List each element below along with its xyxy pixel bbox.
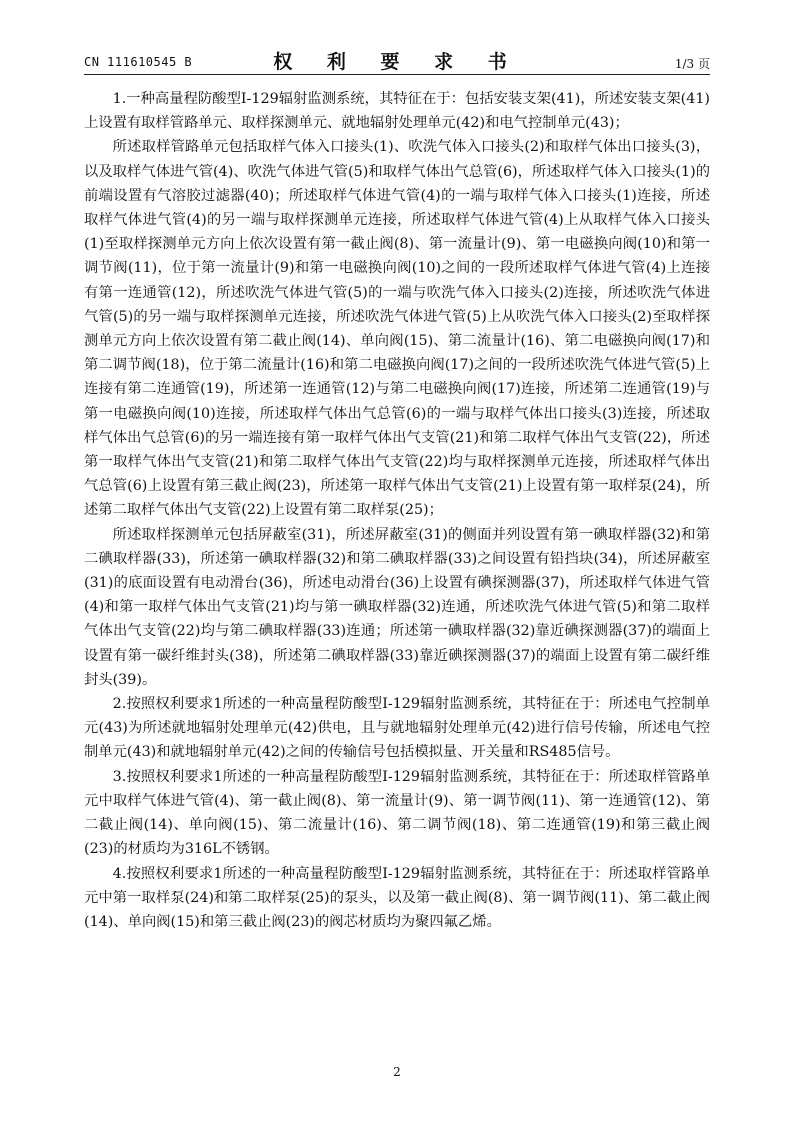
page-count: 1/3 页 (674, 57, 710, 71)
claim-1-sampling-detection-paragraph: 所述取样探测单元包括屏蔽室(31)，所述屏蔽室(31)的侧面并列设置有第一碘取样器(32)和第二碘取样器(33)，所述第一碘取样器(32)和第二碘取样器(33)之间设置有铅挡块(34)，所述屏蔽室(31)的底面设置有电动滑台(36)，所述电动滑台(36)上设置有碘探测器(37)，所述取样气体进气管(4)和第一取样气体出气支管(21)均与第一碘取样器(32)连通，所述吹洗气体进气管(5)和第二取样气体出气支管(22)均与第二碘取样器(33)连通；所述第一碘取样器(32)靠近碘探测器(37)的端面上设置有第一碳纤维封头(38)，所述第二碘取样器(33)靠近碘探测器(37)的端面上设置有第二碳纤维封头(39)。 (84, 526, 710, 688)
claim-3-paragraph: 3.按照权利要求1所述的一种高量程防酸型I-129辐射监测系统，其特征在于：所述取样管路单元中取样气体进气管(4)、第一截止阀(8)、第一流量计(9)、第一调节阀(11)、第一连通管(12)、第二截止阀(14)、单向阀(15)、第二流量计(16)、第二调节阀(18)、第二连通管(19)和第三截止阀(23)的材质均为316L不锈钢。 (84, 768, 710, 858)
document-title: 权 利 要 求 书 (273, 51, 521, 73)
claim-1-sampling-pipeline-paragraph: 所述取样管路单元包括取样气体入口接头(1)、吹洗气体入口接头(2)和取样气体出口接头(3)，以及取样气体进气管(4)、吹洗气体进气管(5)和取样气体出气总管(6)，所述取样气体入口接头(1)的前端设置有气溶胶过滤器(40)；所述取样气体进气管(4)的一端与取样气体入口接头(1)连接，所述取样气体进气管(4)的另一端与取样探测单元连接，所述取样气体进气管(4)上从取样气体入口接头(1)至取样探测单元方向上依次设置有第一截止阀(8)、第一流量计(9)、第一电磁换向阀(10)和第一调节阀(11)，位于第一流量计(9)和第一电磁换向阀(10)之间的一段所述取样气体进气管(4)上连接有第一连通管(12)，所述吹洗气体进气管(5)的一端与吹洗气体入口接头(2)连接，所述吹洗气体进气管(5)的另一端与取样探测单元连接，所述吹洗气体进气管(5)上从吹洗气体入口接头(2)至取样探测单元方向上依次设置有第二截止阀(14)、单向阀(15)、第二流量计(16)、第二电磁换向阀(17)和第二调节阀(18)，位于第二流量计(16)和第二电磁换向阀(17)之间的一段所述吹洗气体进气管(5)上连接有第二连通管(19)，所述第一连通管(12)与第二电磁换向阀(17)连接，所述第二连通管(19)与第一电磁换向阀(10)连接，所述取样气体出气总管(6)的一端与取样气体出口接头(3)连接，所述取样气体出气总管(6)的另一端连接有第一取样气体出气支管(21)和第二取样气体出气支管(22)，所述第一取样气体出气支管(21)和第二取样气体出气支管(22)均与取样探测单元连接，所述取样气体出气总管(6)上设置有第三截止阀(23)，所述第一取样气体出气支管(21)上设置有第一取样泵(24)，所述第二取样气体出气支管(22)上设置有第二取样泵(25)； (84, 139, 710, 519)
claim-1-paragraph: 1.一种高量程防酸型I-129辐射监测系统，其特征在于：包括安装支架(41)，所述安装支架(41)上设置有取样管路单元、取样探测单元、就地辐射处理单元(42)和电气控制单元(43)； (84, 91, 710, 132)
patent-number: CN 111610545 B (84, 55, 193, 69)
header-divider (84, 74, 710, 75)
claim-4-paragraph: 4.按照权利要求1所述的一种高量程防酸型I-129辐射监测系统，其特征在于：所述取样管路单元中第一取样泵(24)和第二取样泵(25)的泵头，以及第一截止阀(8)、第一调节阀(11)、第二截止阀(14)、单向阀(15)和第三截止阀(23)的阀芯材质均为聚四氟乙烯。 (84, 865, 710, 930)
claims-body (84, 87, 710, 934)
claim-2-paragraph: 2.按照权利要求1所述的一种高量程防酸型I-129辐射监测系统，其特征在于：所述电气控制单元(43)为所述就地辐射处理单元(42)供电，且与就地辐射处理单元(42)进行信号传输，所述电气控制单元(43)和就地辐射单元(42)之间的传输信号包括模拟量、开关量和RS485信号。 (84, 696, 710, 761)
page-number: 2 (393, 1065, 401, 1079)
page-header (84, 47, 710, 73)
